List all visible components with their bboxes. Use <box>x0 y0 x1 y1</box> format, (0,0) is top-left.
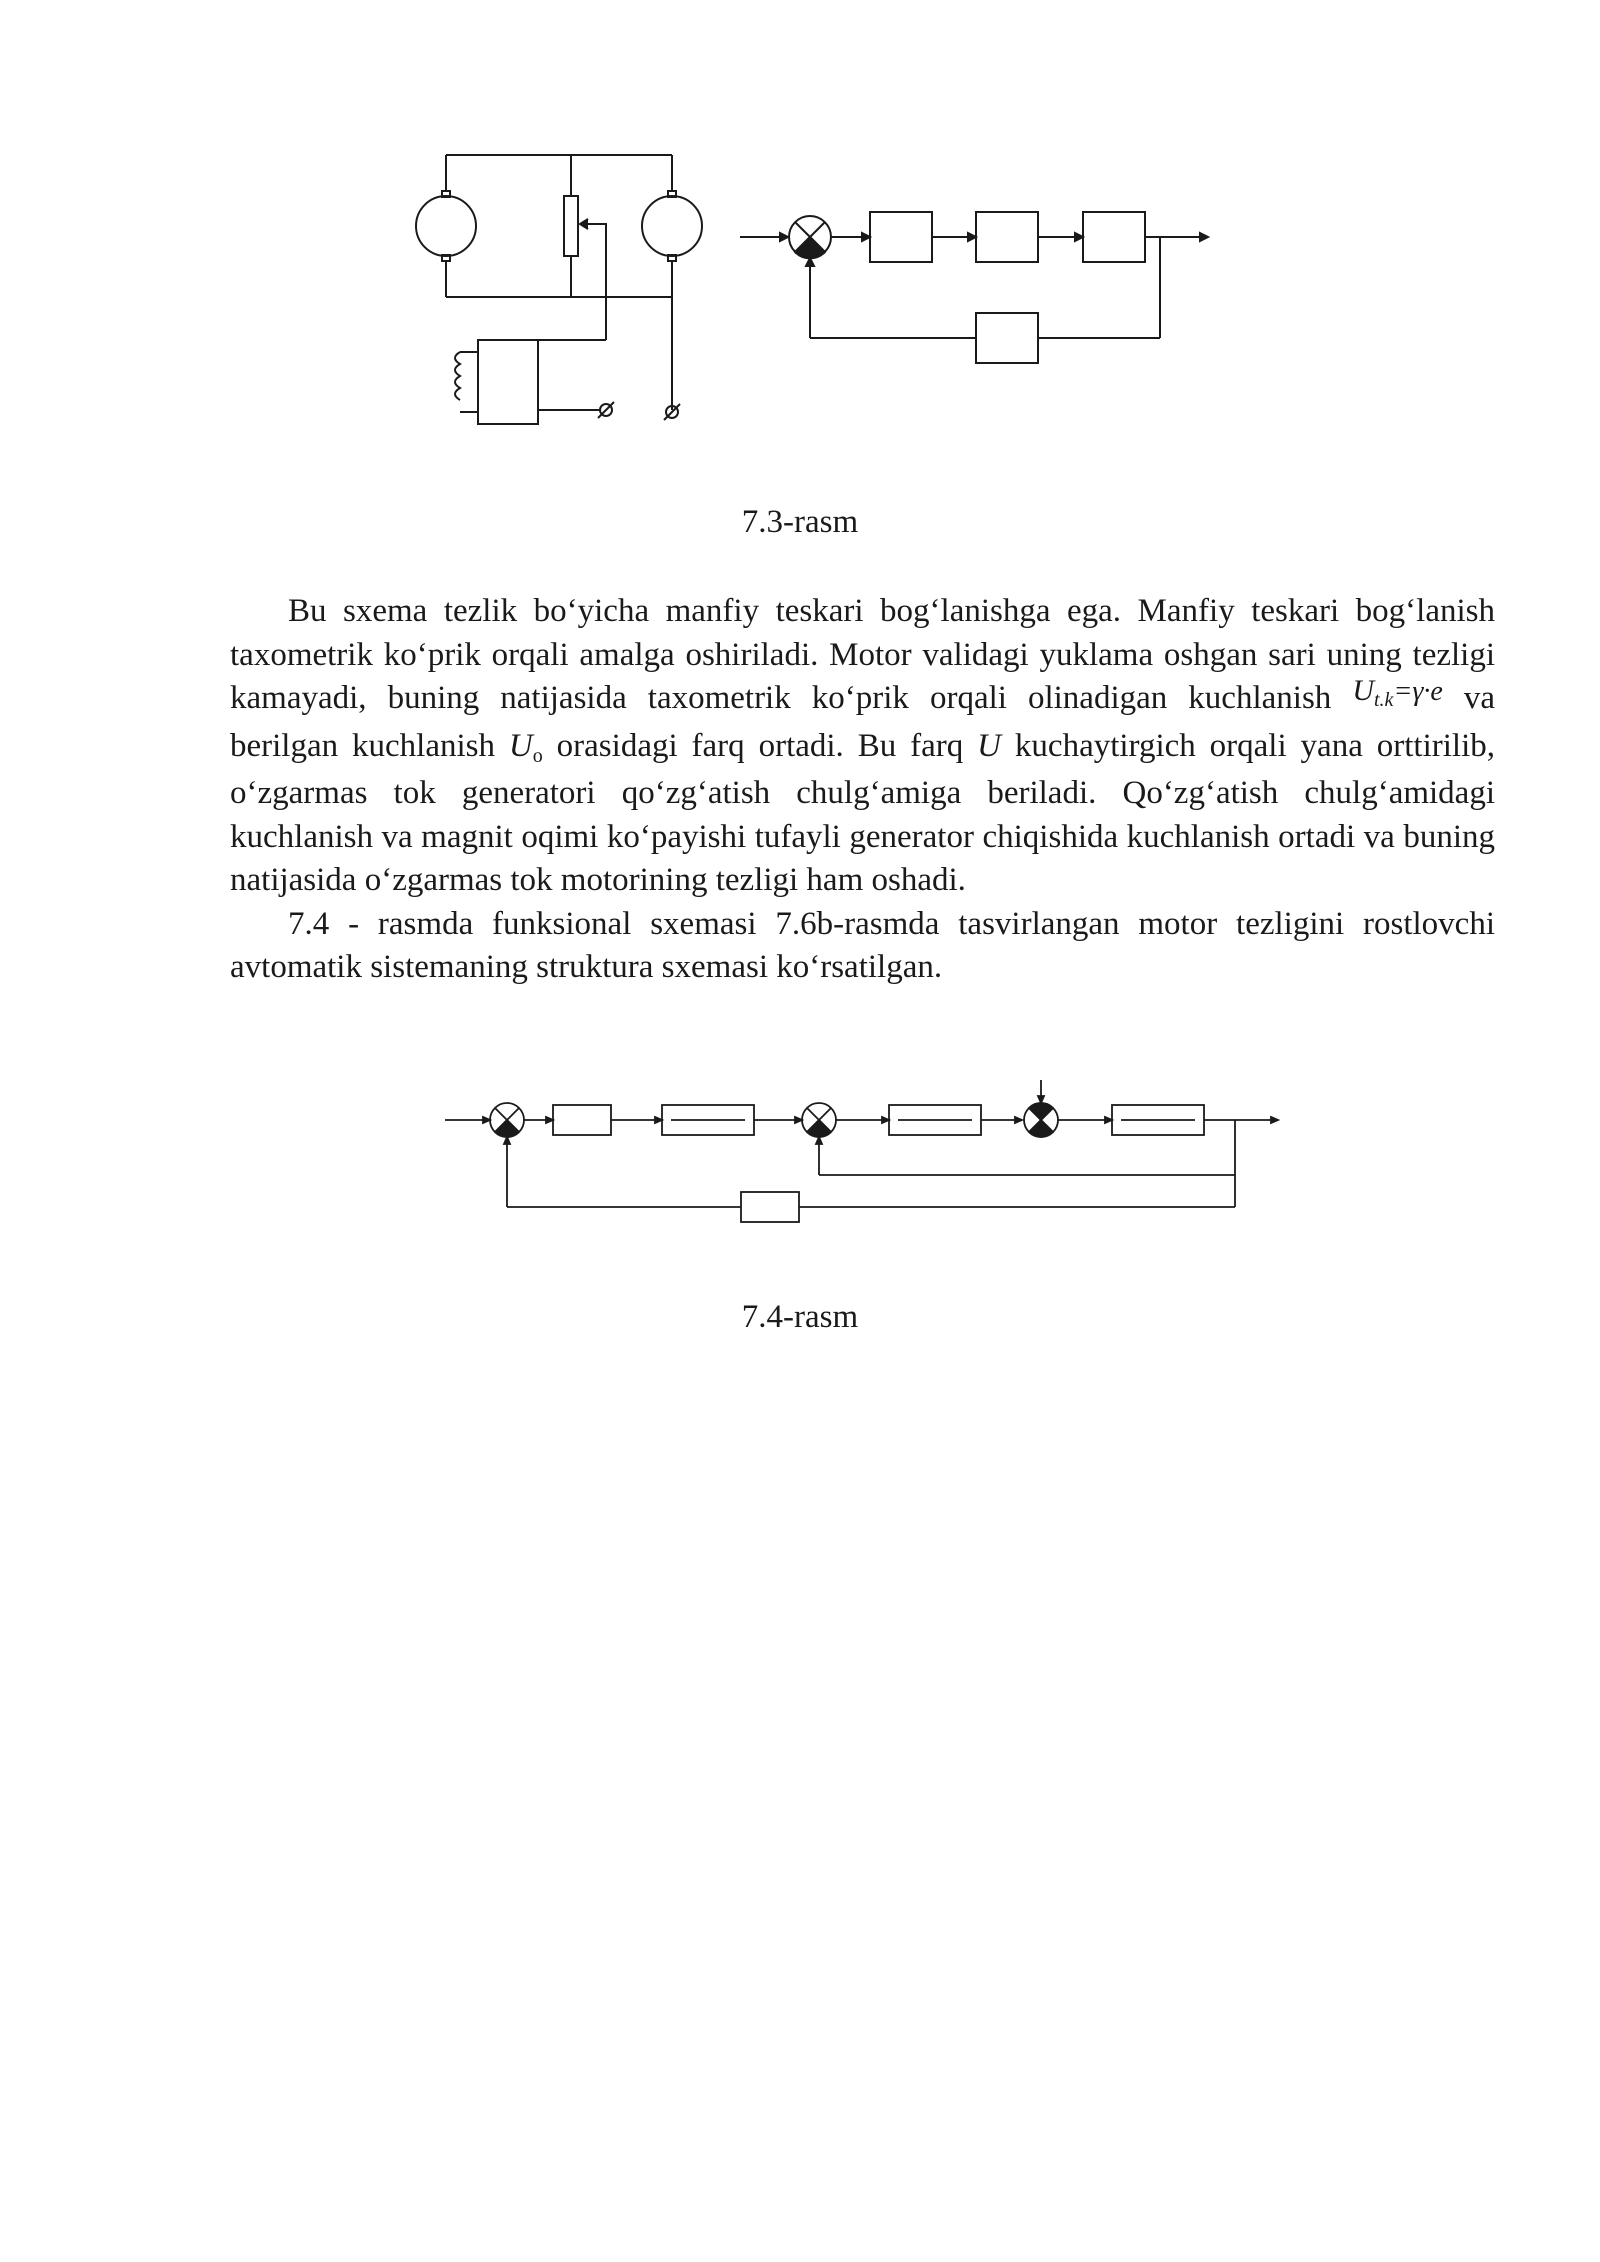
feedback-block-outer <box>741 1192 799 1222</box>
motor-armature <box>642 196 702 256</box>
field-winding <box>455 352 460 400</box>
body-text <box>230 590 1495 990</box>
block-3 <box>1083 212 1145 262</box>
block-2 <box>976 212 1038 262</box>
generator-armature <box>416 196 476 256</box>
figure-caption-7-4: 7.4-rasm <box>741 1299 859 1335</box>
amplifier-block <box>478 340 538 424</box>
paragraph-1: Bu sxema tezlik bo‘yicha manfiy teskari bog‘lanishga ega. Manfiy teskari bog‘lanish taxometrik ko‘prik orqali amalga oshiriladi. Motor validagi yuklama oshgan sari uning tezligi kamayadi, buning natijasida taxometrik ko‘prik orqali olinadigan kuchlanish $Ut.k^{=\gamma\cdot e}$ va berilgan kuchlanish Uo orasidagi farq ortadi. Bu farq U kuchaytirgich orqali yana orttirilib, o‘zgarmas tok generatori qo‘zg‘atish chulg‘amiga beriladi. Qo‘zg‘atish chulg‘amidagi kuchlanish va magnit oqimi ko‘payishi tufayli generator chiqishida kuchlanish ortadi va buning natijasida o‘zgarmas tok motorining tezligi ham oshadi. <box>230 593 1495 898</box>
block-a <box>553 1105 611 1135</box>
figure-caption-7-3: 7.3-rasm <box>741 504 859 540</box>
potentiometer <box>564 196 578 256</box>
circuit-schematic <box>400 140 740 440</box>
feedback-block <box>976 313 1038 363</box>
paragraph-2: 7.4 - rasmda funksional sxemasi 7.6b-rasmda tasvirlangan motor tezligini rostlovchi avtomatik sistemaning struktura sxemasi ko‘rsatilgan. <box>230 905 1495 985</box>
generator-brush-bottom <box>442 255 450 261</box>
block-1 <box>870 212 932 262</box>
structure-diagram <box>445 1080 1285 1225</box>
feedback-block-diagram <box>740 205 1220 375</box>
